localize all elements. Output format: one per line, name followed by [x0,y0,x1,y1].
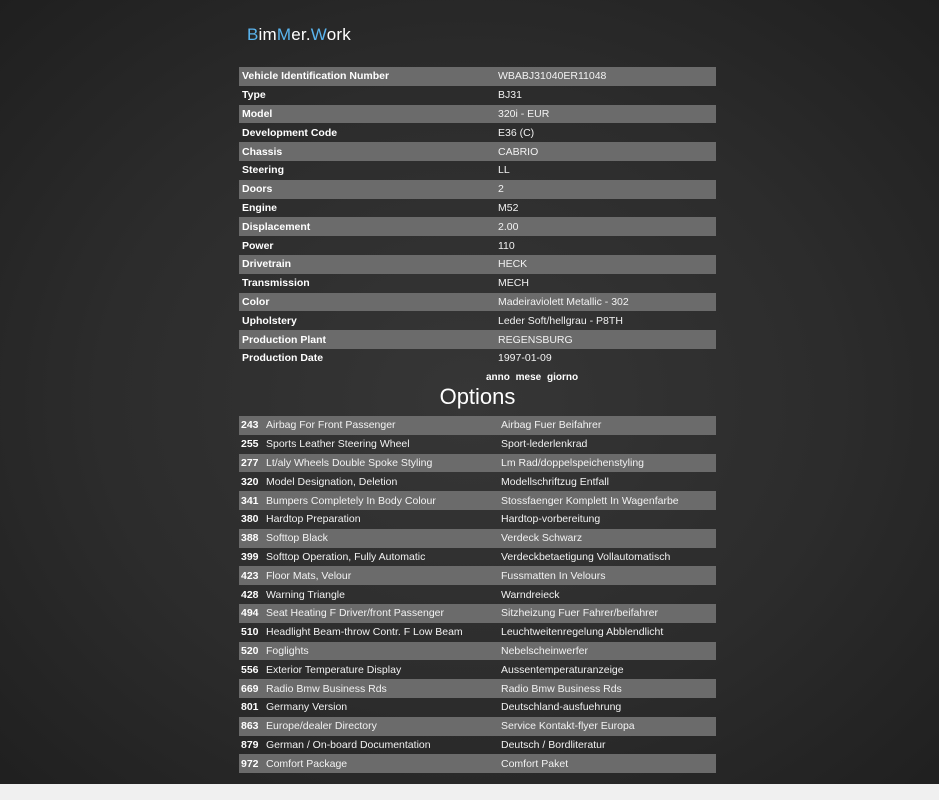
option-row [239,736,716,755]
option-description-de: Comfort Paket [498,754,716,773]
spec-row [239,217,716,236]
option-description-en: Exterior Temperature Display [266,663,402,676]
option-code: 972 [239,754,263,773]
option-description-en: Sports Leather Steering Wheel [266,438,410,451]
date-format-hint: anno mese giorno [486,372,579,383]
spec-value: Leder Soft/hellgrau - P8TH [498,314,623,327]
spec-row [239,255,716,274]
spec-row [239,274,716,293]
spec-row [239,67,716,86]
option-row [239,566,716,585]
option-description-en: Hardtop Preparation [266,513,361,526]
option-code: 669 [239,679,263,698]
option-code: 399 [241,550,259,563]
option-description-en: Softtop Operation, Fully Automatic [266,550,426,563]
site-logo[interactable] [247,25,351,45]
spec-value: BJ31 [498,89,522,102]
spec-row [239,86,716,105]
option-code: 388 [239,529,263,548]
option-code: 801 [241,701,259,714]
page-bottom-strip [0,784,939,800]
option-description-de: Leuchtweitenregelung Abblendlicht [501,626,664,639]
option-row [239,510,716,529]
logo-part: B [247,25,259,44]
option-code: 863 [239,717,263,736]
option-row [239,604,716,623]
option-row [239,416,716,435]
option-description-de: Sitzheizung Fuer Fahrer/beifahrer [498,604,716,623]
option-description-en: Softtop Black [263,529,498,548]
option-description-de: Warndreieck [501,588,560,601]
spec-value: 320i - EUR [495,105,716,124]
spec-value: M52 [498,201,519,214]
spec-label: Displacement [239,217,495,236]
spec-label: Vehicle Identification Number [239,67,495,86]
option-row [239,491,716,510]
option-description-en: Model Designation, Deletion [266,475,398,488]
option-code: 255 [241,438,259,451]
option-row [239,698,716,717]
option-code: 423 [239,566,263,585]
spec-label: Power [242,239,274,252]
option-description-en: Seat Heating F Driver/front Passenger [263,604,498,623]
option-code: 277 [239,454,263,473]
logo-part: ork [326,25,351,44]
spec-row [239,293,716,312]
option-description-en: Germany Version [266,701,348,714]
option-description-en: Comfort Package [263,754,498,773]
spec-value: Madeiraviolett Metallic - 302 [495,293,716,312]
option-description-en: Europe/dealer Directory [263,717,498,736]
option-row [239,529,716,548]
option-description-en: Foglights [263,642,498,661]
spec-value: WBABJ31040ER11048 [495,67,716,86]
option-description-de: Modellschriftzug Entfall [501,475,609,488]
option-description-de: Airbag Fuer Beifahrer [498,416,716,435]
logo-part: er. [291,25,311,44]
option-row [239,548,716,567]
option-code: 510 [241,626,259,639]
option-code: 879 [241,738,259,751]
option-row [239,679,716,698]
option-code: 520 [239,642,263,661]
spec-label: Production Date [242,352,324,365]
spec-value: LL [498,164,510,177]
option-row [239,435,716,454]
spec-row [239,199,716,218]
spec-value: 2.00 [495,217,716,236]
option-description-de: Verdeck Schwarz [498,529,716,548]
spec-label: Steering [242,164,285,177]
options-section [239,416,716,773]
option-row [239,623,716,642]
logo-part: M [276,25,292,44]
option-description-de: Sport-lederlenkrad [501,438,588,451]
spec-label: Chassis [239,142,495,161]
option-description-en: Headlight Beam-throw Contr. F Low Beam [266,626,463,639]
option-description-de: Aussentemperaturanzeige [501,663,624,676]
option-code: 380 [241,513,259,526]
spec-value: 110 [498,239,515,252]
option-row [239,454,716,473]
spec-label: Doors [239,180,495,199]
option-code: 243 [239,416,263,435]
spec-value: REGENSBURG [495,330,716,349]
option-code: 556 [241,663,259,676]
option-description-en: Radio Bmw Business Rds [263,679,498,698]
spec-row [239,330,716,349]
option-description-de: Deutschland-ausfuehrung [501,701,622,714]
option-row [239,660,716,679]
spec-value: 1997-01-09 [498,352,552,365]
spec-row [239,105,716,124]
option-description-de: Fussmatten In Velours [498,566,716,585]
spec-label: Production Plant [239,330,495,349]
option-row [239,585,716,604]
option-description-de: Service Kontakt-flyer Europa [498,717,716,736]
option-description-de: Deutsch / Bordliteratur [501,738,606,751]
option-row [239,754,716,773]
spec-label: Color [239,293,495,312]
option-description-en: Warning Triangle [266,588,345,601]
spec-row [239,180,716,199]
option-description-de: Hardtop-vorbereitung [501,513,601,526]
spec-row [239,349,716,368]
logo-part: im [258,25,277,44]
spec-label: Transmission [242,277,310,290]
spec-label: Type [242,89,266,102]
spec-label: Development Code [242,126,338,139]
option-description-en: Floor Mats, Velour [263,566,498,585]
option-description-de: Stossfaenger Komplett In Wagenfarbe [498,491,716,510]
vehicle-spec-table [239,67,716,368]
spec-label: Drivetrain [239,255,495,274]
spec-value: E36 (C) [498,126,535,139]
option-description-en: Airbag For Front Passenger [263,416,498,435]
spec-value: 2 [495,180,716,199]
spec-value: MECH [498,277,529,290]
spec-label: Engine [242,201,278,214]
options-table [239,416,716,773]
option-code: 341 [239,491,263,510]
option-description-en: Lt/aly Wheels Double Spoke Styling [263,454,498,473]
option-description-en: Bumpers Completely In Body Colour [263,491,498,510]
option-code: 320 [241,475,259,488]
spec-row [239,142,716,161]
spec-row [239,161,716,180]
option-description-en: German / On-board Documentation [266,738,431,751]
option-description-de: Verdeckbetaetigung Vollautomatisch [501,550,671,563]
option-code: 494 [239,604,263,623]
option-row [239,717,716,736]
spec-row [239,123,716,142]
spec-row [239,311,716,330]
spec-value: HECK [495,255,716,274]
option-description-de: Radio Bmw Business Rds [498,679,716,698]
option-code: 428 [241,588,259,601]
spec-value: CABRIO [495,142,716,161]
spec-row [239,236,716,255]
vehicle-spec-section [239,67,716,368]
spec-label: Model [239,105,495,124]
options-heading: Options [439,384,516,409]
option-row [239,472,716,491]
option-row [239,642,716,661]
logo-part: W [310,25,327,44]
option-description-de: Lm Rad/doppelspeichenstyling [498,454,716,473]
spec-label: Upholstery [242,314,297,327]
option-description-de: Nebelscheinwerfer [498,642,716,661]
